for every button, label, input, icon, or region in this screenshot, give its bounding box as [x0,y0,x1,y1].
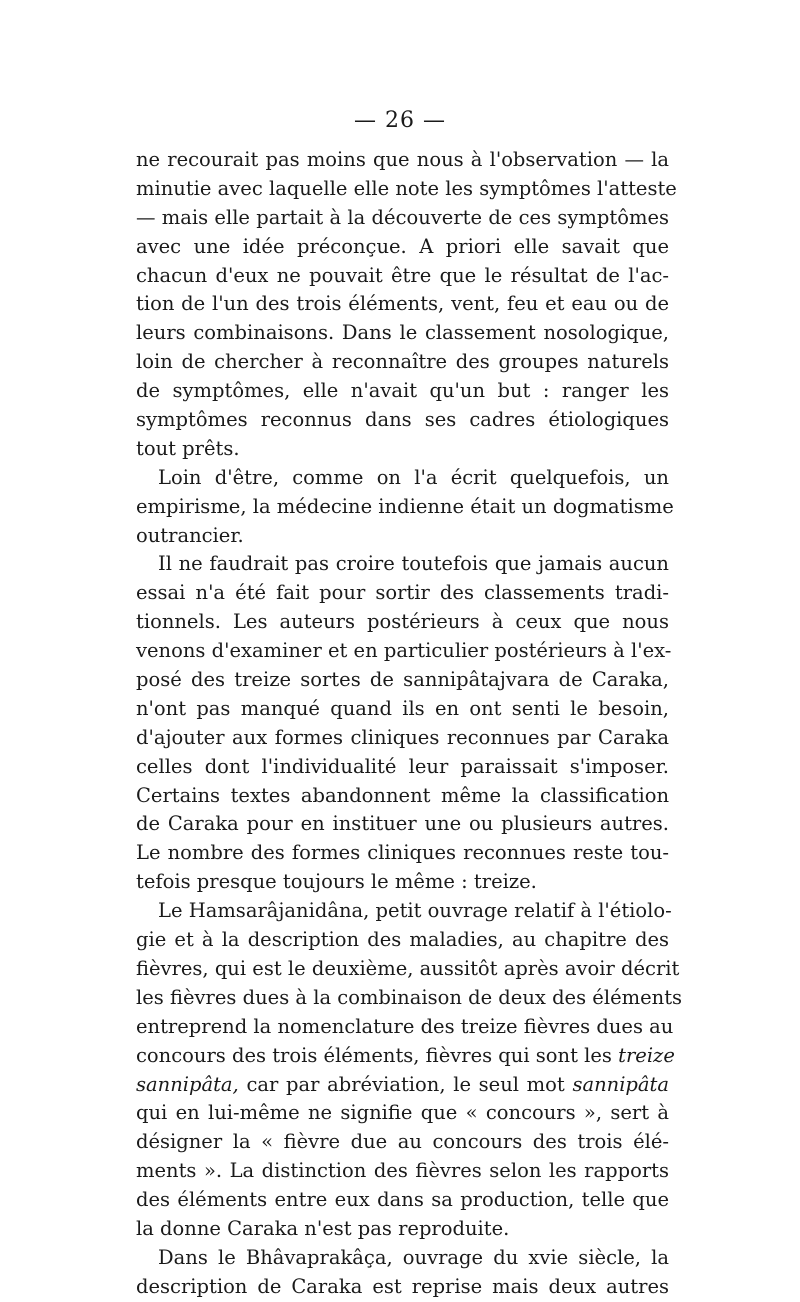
text-line: ne recourait pas moins que nous à l'observation — la [136,148,669,171]
text-line: qui en lui-même ne signifie que « concours », sert à [136,1101,669,1125]
text-line: ments ». La distinction des fièvres selon les rapports [136,1159,669,1183]
text-line: la donne Caraka n'est pas reproduite. [136,1216,510,1240]
text-line: essai n'a été fait pour sortir des classements tradi- [136,581,669,605]
text-line: leurs combinaisons. Dans le classement nosologique, [136,321,669,345]
text-line: chacun d'eux ne pouvait être que le résultat de l'ac- [136,263,669,287]
text-line: celles dont l'individualité leur paraissait s'imposer. [136,754,669,778]
text-line: Le Hamsarâjanidâna, petit ouvrage relatif à l'étiolo- [158,899,672,923]
text-line: tionnels. Les auteurs postérieurs à ceux que nous [136,610,669,634]
text-line: description de Caraka est reprise mais deux autres [136,1274,669,1298]
text-line: loin de chercher à reconnaître des groupes naturels [136,350,669,374]
text-line: n'ont pas manqué quand ils en ont senti le besoin, [136,696,669,720]
text-line: — mais elle partait à la découverte de ces symptômes [136,205,669,229]
text-line: concours des trois éléments, fièvres qui sont les treize [136,1043,675,1067]
text-line: de symptômes, elle n'avait qu'un but : ranger les [136,379,669,403]
text-line: tion de l'un des trois éléments, vent, feu et eau ou de [136,292,669,316]
text-line: avec une idée préconçue. A priori elle savait que [136,234,669,258]
page-number: — 26 — [354,108,446,133]
text-line: Il ne faudrait pas croire toutefois que jamais aucun [158,552,669,576]
text-line: des éléments entre eux dans sa production, telle que [136,1188,669,1212]
text-line: outrancier. [136,523,244,547]
text-line: Loin d'être, comme on l'a écrit quelquefois, un [158,465,669,489]
text-line: Le nombre des formes cliniques reconnues reste tou- [136,841,669,865]
text-line: empirisme, la médecine indienne était un dogmatisme [136,494,674,518]
text-line: les fièvres dues à la combinaison de deux des éléments [136,985,683,1009]
body-text [136,146,683,1302]
text-line: symptômes reconnus dans ses cadres étiologiques [136,408,669,432]
text-line: tefois presque toujours le même : treize. [136,870,537,894]
text-line: fièvres, qui est le deuxième, aussitôt après avoir décrit [136,956,680,980]
text-line: tout prêts. [136,436,240,460]
text-line: posé des treize sortes de sannipâtajvara de Caraka, [136,668,669,692]
text-line: minutie avec laquelle elle note les symptômes l'atteste [136,176,677,200]
text-line: de Caraka pour en instituer une ou plusieurs autres. [136,812,669,836]
text-line: entreprend la nomenclature des treize fièvres dues au [136,1014,674,1038]
text-line: d'ajouter aux formes cliniques reconnues par Caraka [136,725,669,749]
text-line: Certains textes abandonnent même la classification [136,783,669,807]
text-line: sannipâta, car par abréviation, le seul mot sannipâta [136,1072,669,1096]
text-line: Dans le Bhâvaprakâça, ouvrage du xvie siècle, la [158,1245,669,1269]
text-line: venons d'examiner et en particulier postérieurs à l'ex- [136,639,672,663]
text-line: désigner la « fièvre due au concours des trois élé- [136,1130,669,1154]
text-line: gie et à la description des maladies, au chapitre des [136,928,669,952]
